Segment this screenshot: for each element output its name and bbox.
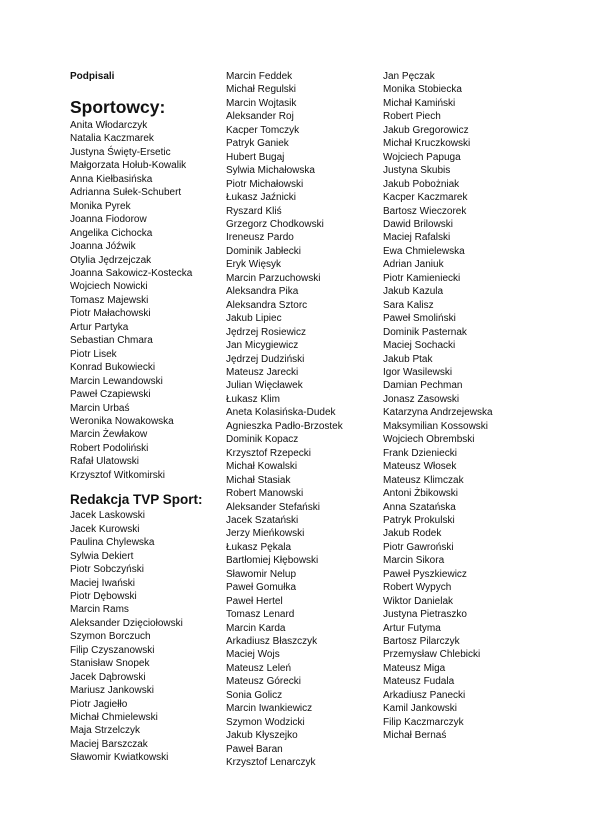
name-item: Rafał Ulatowski	[70, 456, 139, 468]
name-item: Łukasz Pękala	[226, 541, 292, 553]
name-item: Piotr Michałowski	[226, 178, 304, 190]
name-item: Mateusz Włosek	[383, 461, 457, 473]
name-item: Jakub Lipiec	[226, 313, 282, 325]
name-item: Michał Kowalski	[226, 461, 298, 473]
name-item: Adrian Janiuk	[383, 259, 444, 271]
name-item: Artur Partyka	[70, 321, 129, 333]
header-signed: Podpisali	[70, 71, 115, 82]
column-2	[226, 70, 376, 770]
name-item: Piotr Sobczyński	[70, 564, 144, 576]
name-item: Maciej Iwański	[70, 577, 136, 589]
name-item: Ryszard Kliś	[226, 205, 282, 217]
name-item: Natalia Kaczmarek	[70, 133, 154, 145]
name-item: Anna Kiełbasińska	[70, 173, 153, 185]
name-item: Dawid Brilowski	[383, 218, 454, 230]
name-item: Kacper Tomczyk	[226, 124, 300, 136]
name-item: Frank Dzieniecki	[383, 447, 457, 459]
name-item: Jerzy Mieńkowski	[226, 528, 305, 540]
name-item: Robert Manowski	[226, 488, 304, 500]
name-item: Hubert Bugaj	[226, 151, 285, 163]
name-item: Sara Kalisz	[383, 299, 434, 311]
name-item: Marcin Sikora	[383, 555, 445, 567]
name-item: Paweł Baran	[226, 743, 283, 755]
name-item: Jacek Szatański	[226, 514, 299, 526]
name-item: Igor Wasilewski	[383, 366, 453, 378]
editorial-heading: Redakcja TVP Sport:	[70, 492, 203, 508]
name-item: Paweł Pyszkiewicz	[383, 568, 467, 580]
name-item: Marcin Urbaś	[70, 402, 130, 414]
name-item: Dominik Pasternak	[383, 326, 467, 338]
name-item: Marcin Karda	[226, 622, 286, 634]
name-item: Marcin Rams	[70, 604, 129, 616]
name-item: Mateusz Jarecki	[226, 366, 299, 378]
name-item: Robert Wypych	[383, 582, 452, 594]
name-item: Jacek Dąbrowski	[70, 671, 146, 683]
name-item: Michał Stasiak	[226, 474, 291, 486]
name-item: Jan Micygiewicz	[226, 340, 299, 352]
name-item: Bartłomiej Kłębowski	[226, 555, 319, 567]
name-item: Jacek Laskowski	[70, 510, 146, 522]
name-item: Arkadiusz Błaszczyk	[226, 636, 318, 648]
name-item: Tomasz Lenard	[226, 609, 295, 621]
name-item: Anita Włodarczyk	[70, 120, 148, 131]
name-item: Jakub Rodek	[383, 528, 442, 540]
name-item: Michał Bernaś	[383, 730, 447, 742]
name-item: Mateusz Leleń	[226, 662, 292, 674]
name-item: Sylwia Dekiert	[70, 550, 134, 562]
name-item: Joanna Sakowicz-Kostecka	[70, 267, 193, 279]
name-item: Konrad Bukowiecki	[70, 362, 156, 374]
name-item: Maciej Sochacki	[383, 340, 456, 352]
name-item: Marcin Parzuchowski	[226, 272, 321, 284]
editorial-list	[70, 509, 220, 765]
name-item: Michał Kruczkowski	[383, 138, 471, 150]
name-item: Krzysztof Lenarczyk	[226, 757, 316, 769]
name-item: Piotr Lisek	[70, 348, 117, 360]
name-item: Sebastian Chmara	[70, 335, 153, 347]
name-item: Michał Kamiński	[383, 97, 456, 109]
name-item: Jacek Kurowski	[70, 523, 140, 535]
name-item: Damian Pechman	[383, 380, 463, 392]
name-item: Maciej Wojs	[226, 649, 280, 661]
name-item: Paweł Hertel	[226, 595, 283, 607]
name-item: Aleksandra Pika	[226, 286, 299, 298]
name-item: Filip Czyszanowski	[70, 644, 155, 656]
name-item: Marcin Feddek	[226, 71, 293, 82]
name-item: Jakub Pobożniak	[383, 178, 460, 190]
name-item: Justyna Skubis	[383, 165, 451, 177]
name-item: Maksymilian Kossowski	[383, 420, 489, 432]
name-item: Katarzyna Andrzejewska	[383, 407, 493, 419]
name-item: Marcin Iwankiewicz	[226, 703, 313, 715]
name-item: Wojciech Obrembski	[383, 434, 475, 446]
name-item: Paweł Smoliński	[383, 313, 456, 325]
name-item: Maciej Barszczak	[70, 738, 148, 750]
name-item: Krzysztof Rzepecki	[226, 447, 312, 459]
name-item: Monika Stobiecka	[383, 84, 462, 96]
name-item: Eryk Więsyk	[226, 259, 281, 271]
name-item: Artur Futyma	[383, 622, 441, 634]
name-item: Weronika Nowakowska	[70, 415, 174, 427]
name-item: Jędrzej Dudziński	[226, 353, 305, 365]
name-item: Aneta Kolasińska-Dudek	[226, 407, 336, 419]
name-item: Robert Piech	[383, 111, 441, 123]
name-item: Jonasz Zasowski	[383, 393, 460, 405]
column-3-list	[383, 70, 533, 743]
name-item: Jan Pęczak	[383, 71, 435, 82]
name-item: Joanna Fiodorow	[70, 214, 147, 226]
name-item: Antoni Żbikowski	[383, 488, 459, 500]
name-item: Małgorzata Hołub-Kowalik	[70, 160, 187, 172]
name-item: Monika Pyrek	[70, 200, 131, 212]
name-item: Ewa Chmielewska	[383, 245, 465, 257]
name-item: Jędrzej Rosiewicz	[226, 326, 307, 338]
name-item: Sławomir Kwiatkowski	[70, 752, 169, 764]
name-item: Aleksandra Sztorc	[226, 299, 308, 311]
name-item: Paweł Czapiewski	[70, 389, 151, 401]
name-item: Joanna Jóźwik	[70, 241, 136, 253]
name-item: Piotr Jagiełło	[70, 698, 128, 710]
name-item: Michał Chmielewski	[70, 712, 158, 724]
name-item: Paweł Gomułka	[226, 582, 297, 594]
name-item: Patryk Prokulski	[383, 514, 455, 526]
name-item: Krzysztof Witkomirski	[70, 469, 165, 481]
name-item: Szymon Wodzicki	[226, 716, 305, 728]
name-item: Piotr Dębowski	[70, 590, 137, 602]
name-item: Bartosz Pilarczyk	[383, 636, 460, 648]
column-3	[383, 70, 533, 743]
name-item: Mateusz Górecki	[226, 676, 302, 688]
name-item: Piotr Gawroński	[383, 541, 454, 553]
name-item: Robert Podoliński	[70, 442, 149, 454]
name-item: Bartosz Wieczorek	[383, 205, 467, 217]
name-item: Łukasz Klim	[226, 393, 280, 405]
name-item: Kacper Kaczmarek	[383, 192, 468, 204]
name-item: Sonia Golicz	[226, 689, 283, 701]
name-item: Anna Szatańska	[383, 501, 456, 513]
name-item: Patryk Ganiek	[226, 138, 289, 150]
name-item: Stanisław Snopek	[70, 658, 150, 670]
name-item: Piotr Kamieniecki	[383, 272, 461, 284]
name-item: Aleksander Dzięciołowski	[70, 617, 183, 629]
name-item: Marcin Żewłakow	[70, 429, 148, 441]
name-item: Aleksander Stefański	[226, 501, 320, 513]
name-item: Łukasz Jaźnicki	[226, 192, 297, 204]
name-item: Sławomir Nelup	[226, 568, 297, 580]
column-2-list	[226, 70, 376, 770]
name-item: Michał Regulski	[226, 84, 297, 96]
name-item: Justyna Pietraszko	[383, 609, 467, 621]
name-item: Mateusz Miga	[383, 662, 446, 674]
name-item: Piotr Małachowski	[70, 308, 151, 320]
name-item: Filip Kaczmarczyk	[383, 716, 464, 728]
name-item: Tomasz Majewski	[70, 294, 149, 306]
name-item: Mateusz Klimczak	[383, 474, 464, 486]
name-item: Wiktor Danielak	[383, 595, 454, 607]
name-item: Dominik Jabłecki	[226, 245, 302, 257]
name-item: Jakub Kłyszejko	[226, 730, 298, 742]
name-item: Maja Strzelczyk	[70, 725, 141, 737]
name-item: Maciej Rafalski	[383, 232, 451, 244]
name-item: Jakub Gregorowicz	[383, 124, 469, 136]
name-item: Kamil Jankowski	[383, 703, 457, 715]
athletes-heading: Sportowcy:	[70, 97, 166, 117]
name-item: Aleksander Roj	[226, 111, 294, 123]
name-item: Jakub Ptak	[383, 353, 433, 365]
name-item: Arkadiusz Panecki	[383, 689, 466, 701]
name-item: Dominik Kopacz	[226, 434, 299, 446]
column-1	[70, 70, 220, 765]
name-item: Marcin Lewandowski	[70, 375, 163, 387]
name-item: Szymon Borczuch	[70, 631, 151, 643]
name-item: Agnieszka Padło-Brzostek	[226, 420, 343, 432]
name-item: Marcin Wojtasik	[226, 97, 297, 109]
name-item: Ireneusz Pardo	[226, 232, 294, 244]
athletes-list	[70, 119, 220, 482]
name-item: Grzegorz Chodkowski	[226, 218, 324, 230]
name-item: Julian Więcławek	[226, 380, 303, 392]
name-item: Mariusz Jankowski	[70, 685, 154, 697]
name-item: Justyna Święty-Ersetic	[70, 146, 171, 158]
name-item: Adrianna Sułek-Schubert	[70, 187, 182, 199]
name-item: Przemysław Chlebicki	[383, 649, 481, 661]
name-item: Paulina Chylewska	[70, 537, 155, 549]
name-item: Mateusz Fudala	[383, 676, 455, 688]
name-item: Jakub Kazula	[383, 286, 444, 298]
name-item: Angelika Cichocka	[70, 227, 153, 239]
name-item: Wojciech Nowicki	[70, 281, 148, 293]
name-item: Otylia Jędrzejczak	[70, 254, 152, 266]
name-item: Wojciech Papuga	[383, 151, 461, 163]
name-item: Sylwia Michałowska	[226, 165, 315, 177]
